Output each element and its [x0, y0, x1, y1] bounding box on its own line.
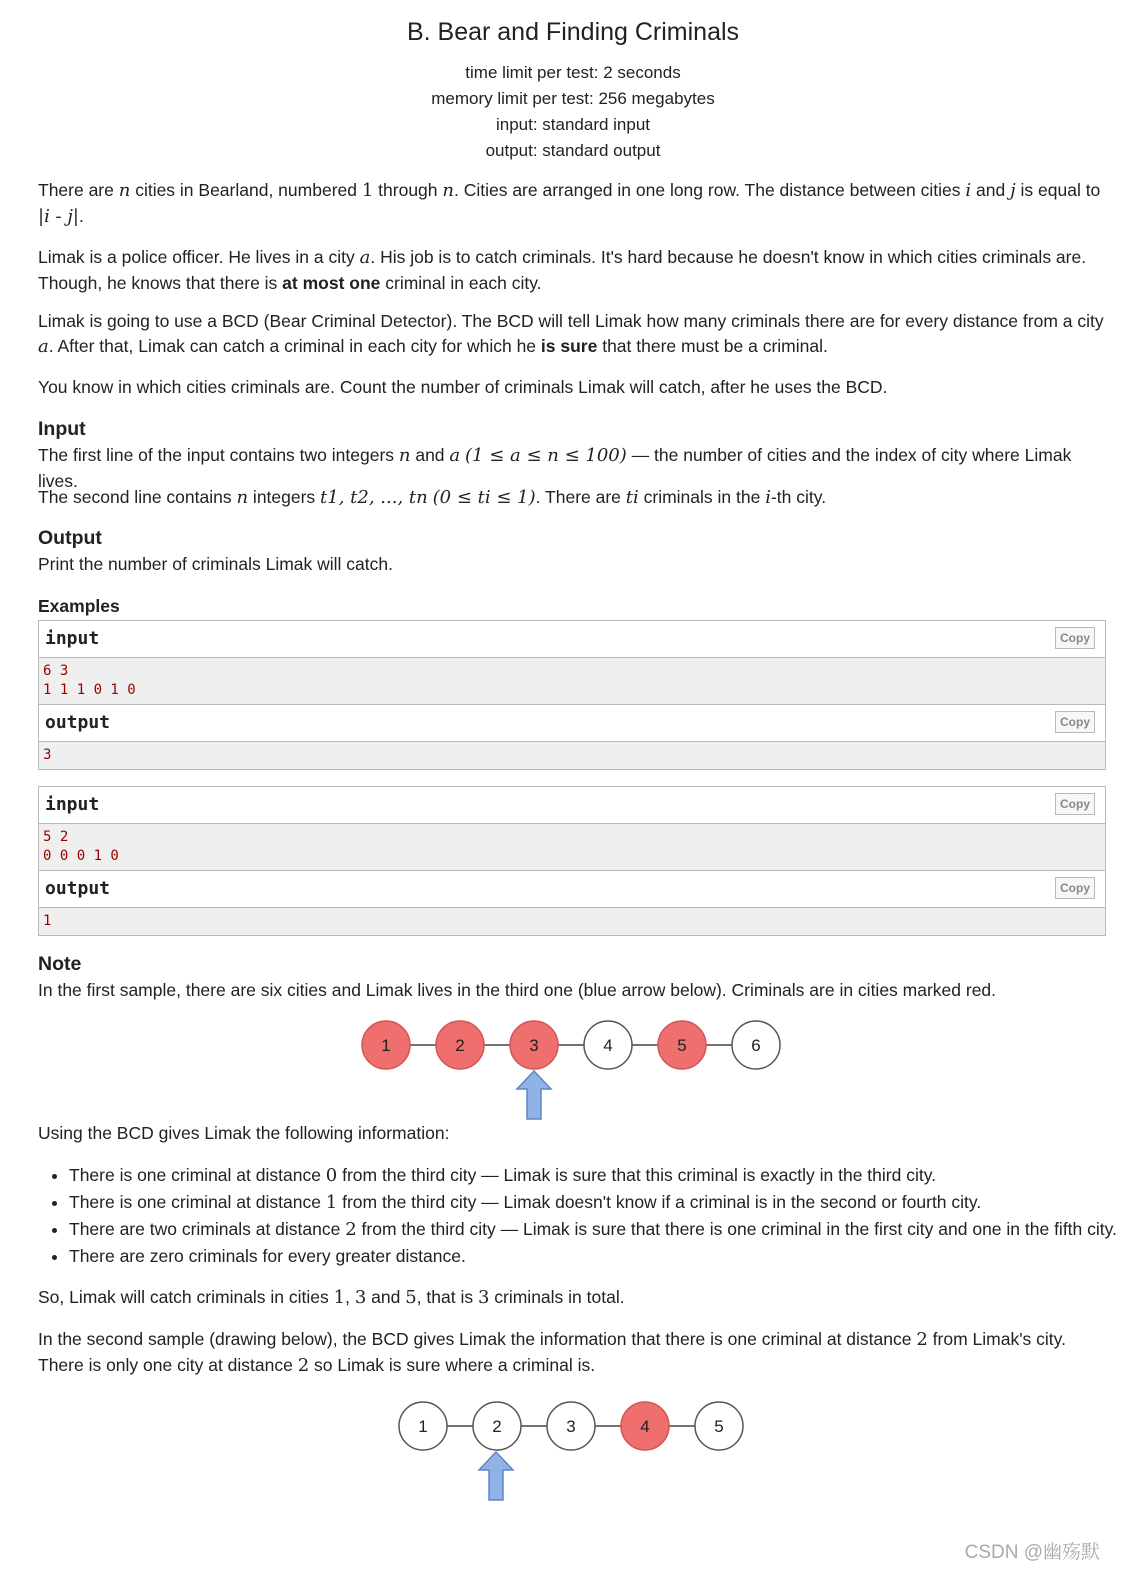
city-label: 5 — [714, 1417, 724, 1436]
city-label: 1 — [381, 1036, 391, 1055]
city-label: 3 — [529, 1036, 539, 1055]
bcd-info-list — [38, 1162, 1130, 1269]
example-1 — [38, 620, 1106, 770]
statement-paragraph-4: You know in which cities criminals are. Count the number of criminals Limak will catch, after he uses the BCD. — [38, 377, 888, 397]
example-2-input: 5 2 0 0 0 1 0 — [39, 824, 1105, 871]
example-1-input: 6 3 1 1 1 0 1 0 — [39, 658, 1105, 705]
city-label: 2 — [455, 1036, 465, 1055]
output-label: output — [45, 878, 111, 899]
limits-block — [38, 60, 1108, 164]
output-type: output: standard output — [485, 141, 661, 160]
input-line-1: The first line of the input contains two integers n and a (1 ≤ a ≤ n ≤ 100) — the number of cities and the index of city where Limak lives. — [38, 445, 1072, 491]
list-item: • There are zero criminals for every greater distance. — [69, 1243, 1130, 1269]
example-2-output: 1 — [39, 908, 1105, 935]
example-1-input-header — [39, 621, 1105, 658]
example-2-output-header — [39, 871, 1105, 908]
limak-arrow-icon — [517, 1071, 551, 1119]
example-1-output-header — [39, 705, 1105, 742]
input-type: input: standard input — [495, 115, 651, 134]
limak-arrow-icon — [479, 1452, 513, 1500]
statement-paragraph-2: Limak is a police officer. He lives in a city a. His job is to catch criminals. It's hard because he doesn't know in which cities criminals are. Though, he knows that there is at most one criminal in each city. — [38, 247, 1087, 293]
list-item: • There is one criminal at distance 1 from the third city — Limak doesn't know if a criminal is in the second or fourth city. — [69, 1189, 1130, 1216]
summary-text: So, Limak will catch criminals in cities 1, 3 and 5, that is 3 criminals in total. — [38, 1287, 625, 1308]
example-2 — [38, 786, 1106, 936]
city-label: 6 — [751, 1036, 761, 1055]
examples-heading: Examples — [38, 596, 120, 616]
second-sample-text: In the second sample (drawing below), the BCD gives Limak the information that there is one criminal at distance 2 from Limak's city. There is only one city at distance 2 so Limak is sure where a criminal is. — [38, 1329, 1066, 1376]
example-2-input-header — [39, 787, 1105, 824]
input-label: input — [45, 628, 100, 649]
output-text: Print the number of criminals Limak will catch. — [38, 554, 393, 574]
list-item: • There is one criminal at distance 0 from the third city — Limak is sure that this criminal is exactly in the third city. — [69, 1162, 1130, 1189]
statement-paragraph-3: Limak is going to use a BCD (Bear Criminal Detector). The BCD will tell Limak how many criminals there are for every distance from a city a. After that, Limak can catch a criminal in each city for which he is sure that there must be a criminal. — [38, 311, 1104, 357]
note-text: In the first sample, there are six cities and Limak lives in the third one (blue arrow below). Criminals are in cities marked red. — [38, 980, 997, 1000]
note-heading: Note — [38, 953, 82, 975]
watermark: CSDN @幽殇默 — [964, 1542, 1100, 1563]
city-label: 3 — [566, 1417, 576, 1436]
problem-title: B. Bear and Finding Criminals — [406, 18, 740, 46]
example-1-output: 3 — [39, 742, 1105, 769]
city-label: 2 — [492, 1417, 502, 1436]
bcd-intro: Using the BCD gives Limak the following information: — [38, 1123, 450, 1143]
copy-button[interactable]: Copy — [1055, 711, 1095, 733]
list-item: • There are two criminals at distance 2 from the third city — Limak is sure that there is one criminal in the first city and one in the fifth city. — [69, 1216, 1130, 1243]
city-label: 5 — [677, 1036, 687, 1055]
problem-page — [38, 0, 1117, 1436]
input-heading: Input — [38, 418, 86, 440]
sample-2-diagram — [385, 1396, 765, 1506]
time-limit: time limit per test: 2 seconds — [465, 63, 681, 82]
copy-button[interactable]: Copy — [1055, 793, 1095, 815]
sample-1-diagram — [348, 1015, 798, 1125]
input-line-2: The second line contains n integers t1, t2, ..., tn (0 ≤ ti ≤ 1). There are ti criminals in the i-th city. — [38, 487, 827, 508]
output-heading: Output — [38, 527, 102, 549]
output-label: output — [45, 712, 111, 733]
city-label: 1 — [418, 1417, 428, 1436]
memory-limit: memory limit per test: 256 megabytes — [431, 89, 715, 108]
copy-button[interactable]: Copy — [1055, 627, 1095, 649]
city-label: 4 — [603, 1036, 613, 1055]
input-label: input — [45, 794, 100, 815]
city-label: 4 — [640, 1417, 650, 1436]
statement-paragraph-1: There are n cities in Bearland, numbered 1 through n. Cities are arranged in one long row. The distance between cities i and j is equal to |i - j|. — [38, 180, 1101, 227]
copy-button[interactable]: Copy — [1055, 877, 1095, 899]
